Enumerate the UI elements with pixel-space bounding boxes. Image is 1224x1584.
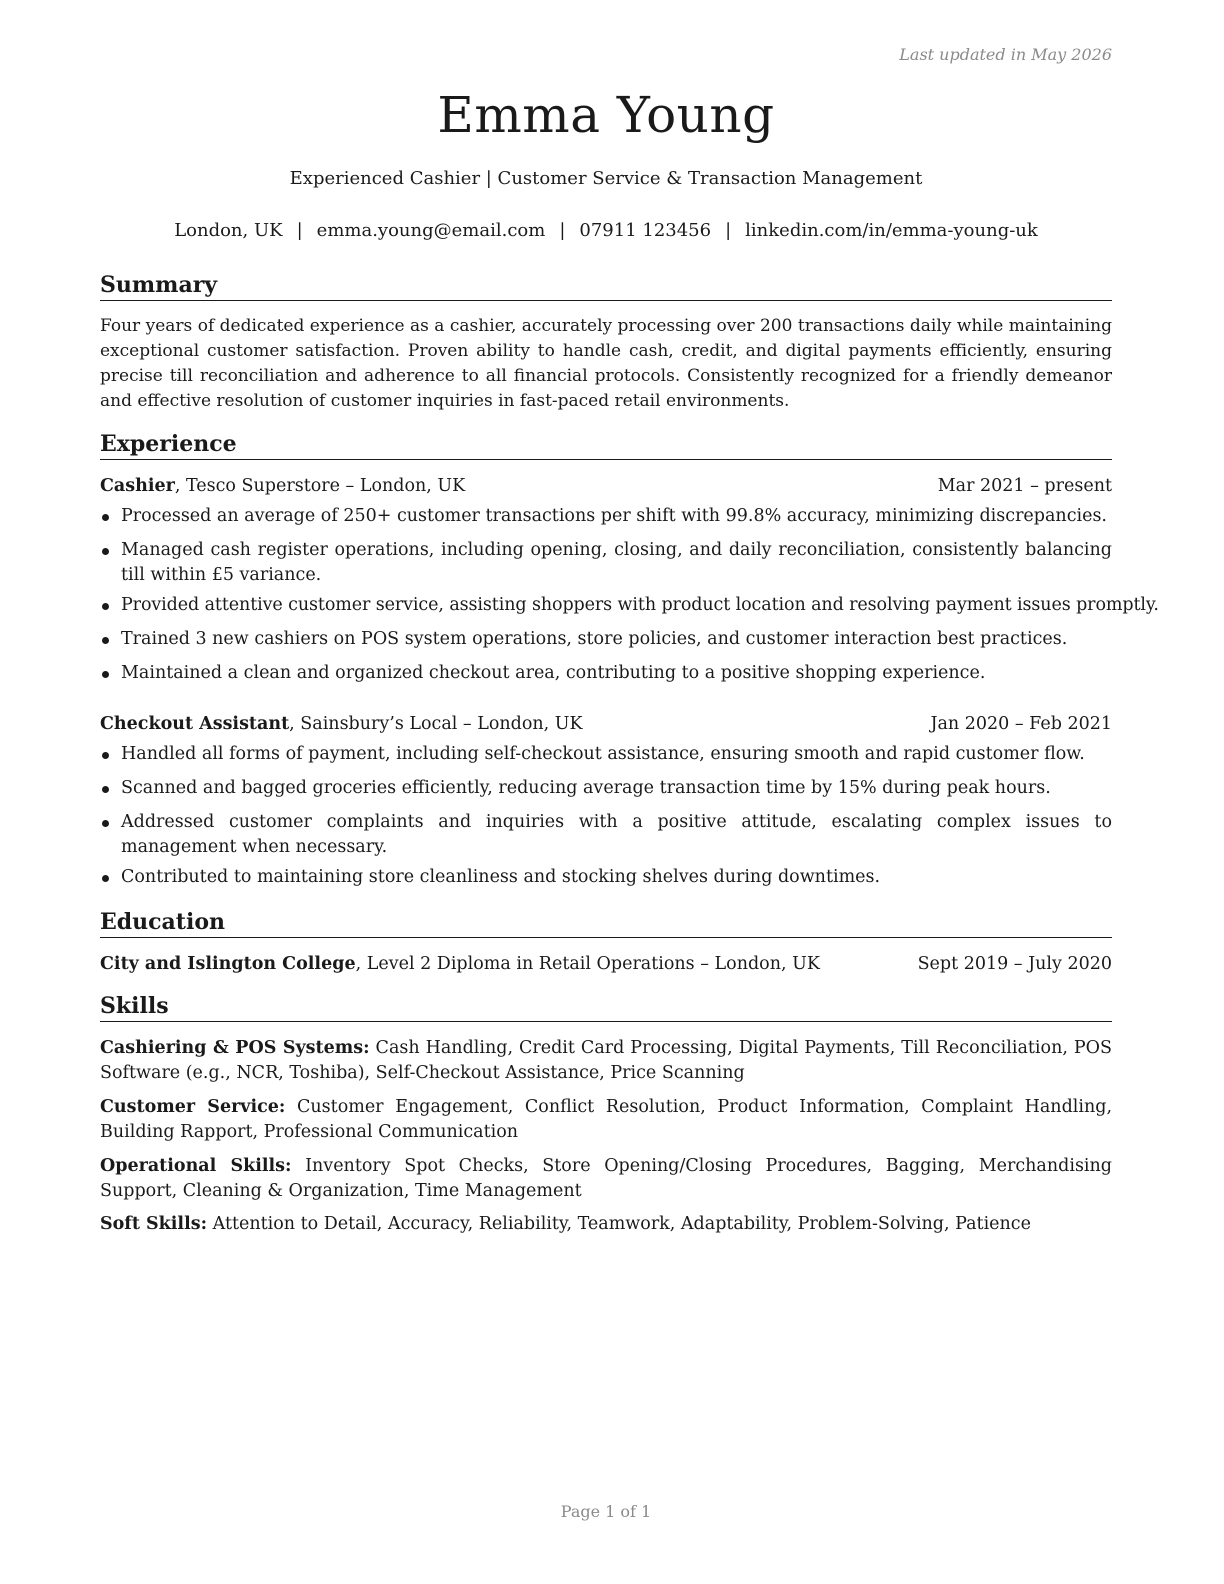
bullet-text: Scanned and bagged groceries efficiently, reducing average transaction time by 15% during peak hours. <box>121 778 1051 798</box>
skill-group <box>100 1212 1112 1237</box>
bullet-text: Handled all forms of payment, including self-checkout assistance, ensuring smooth and rapid customer flow. <box>121 744 1085 764</box>
list-item <box>100 593 1159 618</box>
skill-label: Customer Service: <box>100 1097 286 1117</box>
education-dates: Sept 2019 – July 2020 <box>917 954 1112 974</box>
job-heading <box>100 712 1112 737</box>
bullet-dot <box>102 603 109 610</box>
education-line <box>100 952 820 977</box>
section-title-education: Education <box>100 908 1112 938</box>
bullet-text: Contributed to maintaining store cleanliness and stocking shelves during downtimes. <box>121 867 881 887</box>
bullet-text: Provided attentive customer service, assisting shoppers with product location and resolving payment issues promptly. <box>121 595 1159 615</box>
bullet-dot <box>102 548 109 555</box>
skill-label: Operational Skills: <box>100 1156 292 1176</box>
job-role: Cashier <box>100 476 175 496</box>
list-item <box>100 538 1112 588</box>
bullet-dot <box>102 671 109 678</box>
skill-group <box>100 1095 1112 1145</box>
job-title-line <box>100 712 583 737</box>
job-dates: Mar 2021 – present <box>937 476 1112 496</box>
bullet-text: Managed cash register operations, including opening, closing, and daily reconciliation, consistently balancing till within £5 variance. <box>121 540 1112 585</box>
resume-page <box>100 0 1159 1584</box>
contact-separator: | <box>559 220 566 241</box>
contact-line <box>100 220 1112 241</box>
skill-group <box>100 1036 1112 1086</box>
education-school: City and Islington College <box>100 954 356 974</box>
contact-separator: | <box>296 220 303 241</box>
section-title-skills: Skills <box>100 992 1112 1022</box>
list-item <box>100 776 1112 801</box>
job-heading <box>100 474 1112 499</box>
summary-text: Four years of dedicated experience as a cashier, accurately processing over 200 transactions daily while maintaining exceptional customer satisfaction. Proven ability to handle cash, credit, and digital payments efficiently, ensuring precise till reconciliation and adherence to all financial protocols. Consistently recognized for a friendly demeanor and effective resolution of customer inquiries in fast-paced retail environments. <box>100 316 1112 411</box>
skill-items: Customer Engagement, Conflict Resolution, Product Information, Complaint Handling, Building Rapport, Professional Communication <box>100 1097 1113 1142</box>
education-detail: , Level 2 Diploma in Retail Operations – London, UK <box>355 954 820 974</box>
bullet-dot <box>102 752 109 759</box>
last-updated-note: Last updated in May 2026 <box>899 45 1112 64</box>
job-role: Checkout Assistant <box>100 714 290 734</box>
headline: Experienced Cashier | Customer Service & Transaction Management <box>289 168 923 189</box>
skill-items: Cash Handling, Credit Card Processing, Digital Payments, Till Reconciliation, POS Software (e.g., NCR, Toshiba), Self-Checkout Assistance, Price Scanning <box>100 1038 1113 1083</box>
list-item <box>100 742 1112 767</box>
contact-linkedin[interactable]: linkedin.com/in/emma-young-uk <box>745 220 1038 241</box>
contact-phone[interactable]: 07911 123456 <box>579 220 712 241</box>
job-company: , Sainsbury’s Local – London, UK <box>289 714 583 734</box>
skill-items: Attention to Detail, Accuracy, Reliability, Teamwork, Adaptability, Problem-Solving, Patience <box>207 1214 1031 1234</box>
job-bullet-list <box>100 504 1159 686</box>
section-title-summary: Summary <box>100 271 1112 301</box>
contact-email[interactable]: emma.young@email.com <box>316 220 546 241</box>
contact-location: London, UK <box>174 220 283 241</box>
job-dates: Jan 2020 – Feb 2021 <box>930 714 1112 734</box>
skill-group <box>100 1154 1112 1204</box>
bullet-dot <box>102 875 109 882</box>
bullet-text: Maintained a clean and organized checkout area, contributing to a positive shopping experience. <box>121 663 986 683</box>
skill-label: Soft Skills: <box>100 1214 208 1234</box>
candidate-name: Emma Young <box>437 86 775 144</box>
list-item <box>100 865 1112 890</box>
page-number: Page 1 of 1 <box>560 1502 652 1521</box>
job-bullet-list <box>100 742 1112 890</box>
bullet-dot <box>102 514 109 521</box>
list-item <box>100 627 1112 652</box>
skill-label: Cashiering & POS Systems: <box>100 1038 370 1058</box>
job-title-line <box>100 474 465 499</box>
list-item <box>100 810 1112 860</box>
job-company: , Tesco Superstore – London, UK <box>174 476 466 496</box>
bullet-text: Trained 3 new cashiers on POS system operations, store policies, and customer interaction best practices. <box>121 629 1068 649</box>
bullet-dot <box>102 786 109 793</box>
education-entry <box>100 952 1112 977</box>
skill-items: Inventory Spot Checks, Store Opening/Closing Procedures, Bagging, Merchandising Support, Cleaning & Organization, Time Management <box>100 1156 1112 1201</box>
bullet-text: Processed an average of 250+ customer transactions per shift with 99.8% accuracy, minimizing discrepancies. <box>121 506 1107 526</box>
section-title-experience: Experience <box>100 430 1112 460</box>
bullet-dot <box>102 820 109 827</box>
contact-separator: | <box>725 220 732 241</box>
bullet-text: Addressed customer complaints and inquiries with a positive attitude, escalating complex issues to management when necessary. <box>121 812 1112 857</box>
bullet-dot <box>102 637 109 644</box>
list-item <box>100 504 1112 529</box>
list-item <box>100 661 1112 686</box>
